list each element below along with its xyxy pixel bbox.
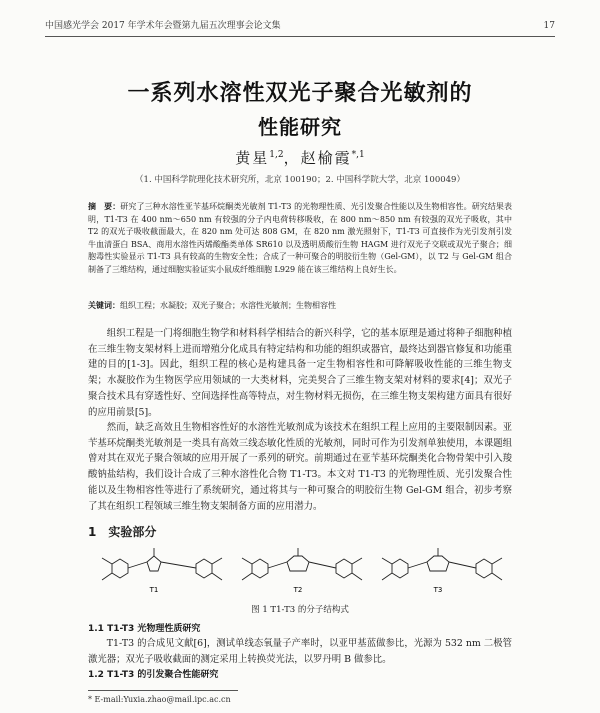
abstract-text: 研究了三种水溶性亚苄基环烷酮类光敏剂 T1-T3 的光物理性质、光引发聚合性能以及生物相容性。研究结果表明，T1-T3 在 400 nm～650 nm 有较强的分子内电荷转移吸收，在 800 nm～850 nm 有较强的双光子吸收，其中 T2 的双光子吸收截面最大，在 820 nm 处可达 808 GM，在 820 nm 激光照射下，T1-T3 可直接作为光引发剂引发牛血清蛋白 BSA、商用水溶性丙烯酸酯类单体 SR610 以及透明质酸衍生物 HAGM 进行双光子交联或双光子聚合；细胞毒性实验显示 T1-T3 具有较高的生物安全性；合成了一种可聚合的明胶衍生物（Gel-GM），以 T2 与 Gel-GM 组合制备了三维结构，通过细胞实验证实小鼠成纤维细胞 L929 能在该三维结构上良好生长。 <box>88 202 512 274</box>
keywords-label: 关键词： <box>88 301 120 310</box>
footnote-email: * E-mail:Yuxia.zhao@mail.ipc.ac.cn <box>88 695 231 704</box>
subsection-heading: 1.1 T1-T3 光物理性质研究 <box>88 624 201 634</box>
running-header <box>45 18 555 37</box>
body-paragraph: 然而，缺乏高效且生物相容性好的水溶性光敏剂成为该技术在组织工程上应用的主要限制因素。亚苄基环烷酮类光敏剂是一类具有高效三线态敏化性质的光敏剂，同时可作为引发剂单独使用，本课题组曾对其在双光子聚合领域的应用开展了一系列的研究。前期通过在亚苄基环烷酮类化合物骨架中引入羧酸钠盐结构，我们设计合成了三种水溶性化合物 T1-T3。本文对 T1-T3 的光物理性质、光引发聚合性能以及生物相容性等进行了系统研究，通过将其与一种可聚合的明胶衍生物 Gel-GM 组合，初步考察了其在组织工程领域三维生物支架制备方面的应用潜力。 <box>88 422 512 512</box>
body-section <box>88 636 512 667</box>
paper-title-line-2: 性能研究 <box>258 115 342 139</box>
structure-t2 <box>242 548 362 580</box>
subsection-heading: 1.2 T1-T3 的引发聚合性能研究 <box>88 670 219 680</box>
author-list <box>0 147 600 168</box>
structure-label-t3: T3 <box>433 586 443 594</box>
body-paragraph: T1-T3 的合成见文献[6]，测试单线态氧量子产率时，以亚甲基蓝做参比，光源为 532 nm 二极管激光器；双光子吸收截面的测定采用上转换荧光法，以罗丹明 B 做参比。 <box>88 638 512 665</box>
running-title: 中国感光学会 2017 年学术年会暨第九届五次理事会论文集 <box>45 21 281 31</box>
molecular-structure-figure <box>92 542 522 600</box>
body-paragraph: 组织工程是一门将细胞生物学和材料科学相结合的新兴科学，它的基本原理是通过将种子细胞种植在三维生物支架材料上进而增殖分化成具有特定结构和功能的组织或器官，最终达到器官修复和功能重建的目的[1-3]。因此，组织工程的核心是构建具备一定生物相容性和可降解吸收性能的三维生物支架；水凝胶作为生物医学应用领域的一大类材料，完美契合了三维生物支架对材料的要求[4]；双光子聚合技术具有穿透性好、空间选择性高等特点，对生物材料无损伤，在三维生物支架构建方面具有很好的应用前景[5]。 <box>88 328 512 418</box>
structure-t3 <box>382 548 502 580</box>
structure-t1 <box>102 548 222 580</box>
figure-caption: 图 1 T1-T3 的分子结构式 <box>251 605 349 615</box>
keywords <box>88 300 512 311</box>
keywords-text: 组织工程；水凝胶；双光子聚合；水溶性光敏剂；生物相容性 <box>120 301 336 310</box>
author-affiliation-mark: 1,2 <box>269 150 284 160</box>
footnote-divider <box>88 690 238 691</box>
section-heading: 1 实验部分 <box>88 525 157 539</box>
structure-label-t1: T1 <box>149 586 159 594</box>
page-number: 17 <box>543 21 555 31</box>
body-section <box>88 420 512 514</box>
author-affiliation-mark: *,1 <box>351 150 365 160</box>
body-section <box>88 326 512 420</box>
paper-title-line-1: 一系列水溶性双光子聚合光敏剂的 <box>127 81 473 106</box>
structure-label-t2: T2 <box>293 586 303 594</box>
author-name: 赵榆霞 <box>300 149 352 167</box>
affiliation: （1. 中国科学院理化技术研究所，北京 100190；2. 中国科学院大学，北京 100049） <box>135 175 465 185</box>
author-separator: ， <box>283 149 301 167</box>
abstract-label: 摘 要： <box>88 202 121 211</box>
author-name: 黄星 <box>235 149 270 167</box>
abstract <box>88 201 512 277</box>
